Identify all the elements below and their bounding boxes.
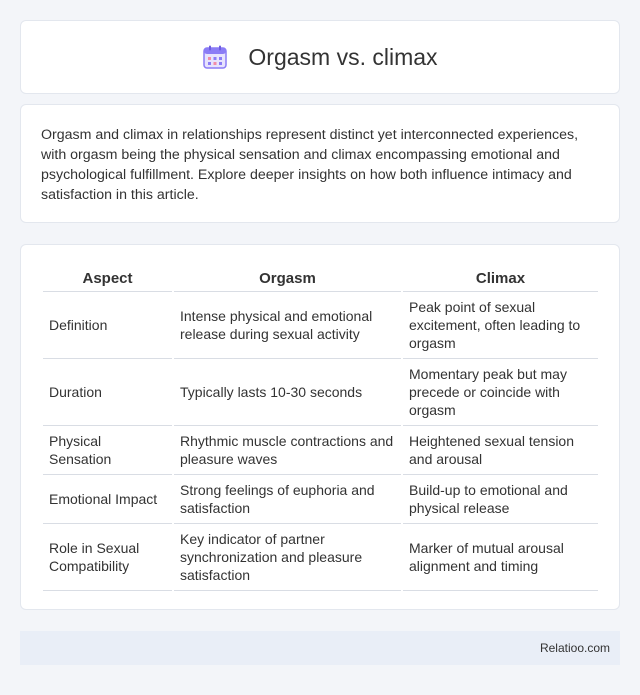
orgasm-cell: Strong feelings of euphoria and satisfaction: [173, 474, 402, 523]
aspect-cell: Role in Sexual Compatibility: [43, 523, 173, 590]
table-row: [43, 425, 598, 474]
footer-brand: Relatioo.com: [539, 641, 610, 655]
table-row: [43, 523, 598, 590]
header-orgasm: Orgasm: [173, 265, 402, 291]
aspect-cell: Physical Sensation: [43, 425, 173, 474]
comparison-table: [43, 265, 598, 591]
table-header-row: [43, 265, 598, 291]
page-title: Orgasm vs. climax: [248, 43, 438, 70]
intro-paragraph: Orgasm and climax in relationships represent distinct yet interconnected experiences, with orgasm being the physical sensation and climax encompassing emotional and psychological fulfillment. Explore deeper insights on how both influence intimacy and satisfaction in this article.: [41, 127, 579, 203]
calendar-icon: [202, 44, 228, 70]
climax-cell: Momentary peak but may precede or coincide with orgasm: [402, 358, 598, 425]
header-aspect: Aspect: [43, 265, 173, 291]
aspect-cell: Emotional Impact: [43, 474, 173, 523]
table-row: [43, 474, 598, 523]
title-card: [20, 20, 620, 94]
aspect-cell: Duration: [43, 358, 173, 425]
comparison-card: [20, 244, 620, 610]
table-row: [43, 358, 598, 425]
orgasm-cell: Key indicator of partner synchronization and pleasure satisfaction: [173, 523, 402, 590]
climax-cell: Heightened sexual tension and arousal: [402, 425, 598, 474]
climax-cell: Peak point of sexual excitement, often leading to orgasm: [402, 291, 598, 358]
climax-cell: Marker of mutual arousal alignment and timing: [402, 523, 598, 590]
orgasm-cell: Typically lasts 10-30 seconds: [173, 358, 402, 425]
orgasm-cell: Rhythmic muscle contractions and pleasure waves: [173, 425, 402, 474]
climax-cell: Build-up to emotional and physical release: [402, 474, 598, 523]
intro-card: [20, 104, 620, 223]
aspect-cell: Definition: [43, 291, 173, 358]
footer: [20, 631, 620, 665]
header-climax: Climax: [402, 265, 598, 291]
table-row: [43, 291, 598, 358]
orgasm-cell: Intense physical and emotional release during sexual activity: [173, 291, 402, 358]
